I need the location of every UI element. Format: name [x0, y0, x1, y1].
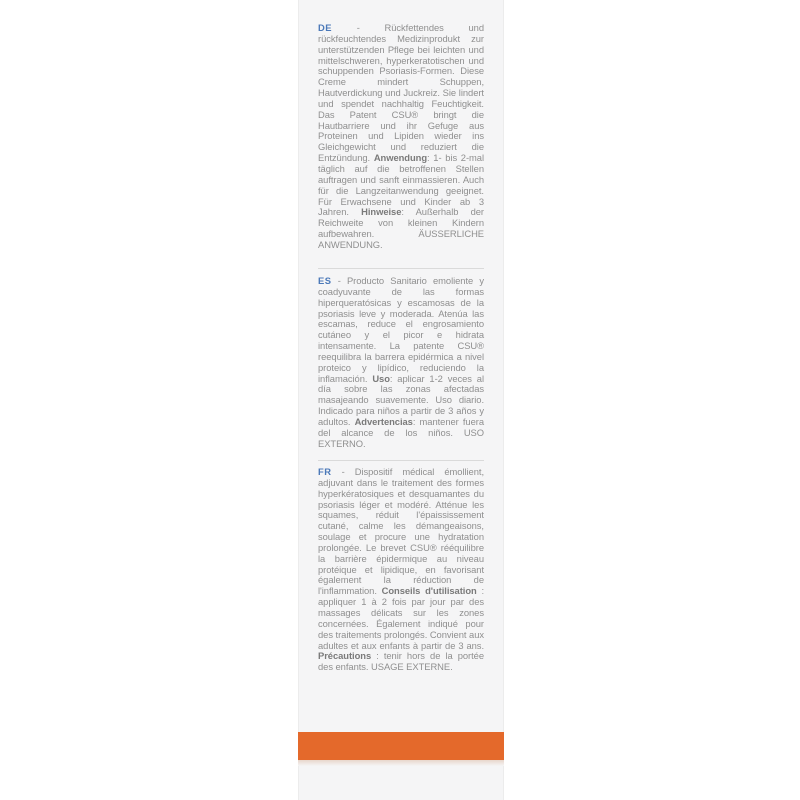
de-usage-text: : 1- bis 2-mal täglich auf die betroffenen Stellen auftragen und sanft einmassieren. Auch für die Langzeitanwendung geeignet. Für Erwachsene und Kinder ab 3 Jahren.	[318, 152, 484, 218]
fr-usage-label: Conseils d'utilisation	[381, 585, 477, 597]
lang-code-es: ES	[318, 275, 332, 286]
es-intro: - Producto Sanitario emoliente y coadyuvante de las formas hiperqueratósicas y escamosas de la psoriasis leve y moderada. Atenúa las escamas, reduce el engrosamiento cutáneo y el picor e hidrata intensamente. La patente CSU® reequilibra la barrera epidérmica a nivel proteico y lipídico, reduciendo la inflamación.	[318, 275, 484, 384]
fr-notes-text: : tenir hors de la portée des enfants. USAGE EXTERNE.	[318, 650, 484, 673]
section-divider-1	[318, 268, 484, 269]
fr-usage-text: : appliquer 1 à 2 fois par jour par des massages délicats sur les zones concernées. Également indiqué pour des traitements prolongés. Convient aux adultes et aux enfants à partir de 3 ans.	[318, 585, 485, 651]
lang-code-de: DE	[318, 22, 333, 33]
fr-notes-label: Précautions	[318, 650, 372, 662]
de-intro: - Rückfettendes und rückfeuchtendes Medizinprodukt zur unterstützenden Pflege bei leichten und mittelschweren, hyperkeratotischen und schuppenden Psoriasis-Formen. Diese Creme mindert Schuppen, Hautverdickung und Juckreiz. Sie lindert und spendet nachhaltig Feuchtigkeit. Das Patent CSU® bringt die Hautbarriere und ihr Gefuge aus Proteinen und Lipiden wieder ins Gleichgewicht und reduziert die Entzündung.	[318, 22, 484, 164]
strip-shadow	[298, 760, 504, 766]
section-fr-text	[318, 467, 484, 673]
de-usage-label: Anwendung	[373, 152, 428, 164]
fr-intro: - Dispositif médical émollient, adjuvant dans le traitement des formes hyperkératosiques et desquamantes du psoriasis léger et modéré. Atténue les squames, réduit l'épaississement cutané, calme les démangeaisons, soulage et procure une hydratation prolongée. Le brevet CSU® rééquilibre la barrière épidermique au niveau protéique et lipidique, en favorisant également la réduction de l'inflammation.	[318, 466, 484, 597]
section-de-text	[318, 23, 484, 251]
de-notes-text: : Außerhalb der Reichweite von kleinen Kindern aufbewahren. ÄUSSERLICHE ANWENDUNG.	[318, 206, 484, 250]
section-divider-2	[318, 460, 484, 461]
de-notes-label: Hinweise	[361, 206, 402, 218]
packaging-side-panel	[298, 0, 504, 800]
es-notes-label: Advertencias	[354, 415, 413, 427]
section-de	[318, 23, 484, 251]
section-es-text	[318, 276, 484, 450]
section-fr	[318, 467, 484, 673]
es-usage-text: : aplicar 1-2 veces al día sobre las zonas afectadas masajeando suavemente. Uso diario. Indicado para niños a partir de 3 años y adultos.	[318, 372, 484, 427]
lang-code-fr: FR	[318, 466, 332, 477]
section-es	[318, 276, 484, 450]
orange-accent-strip	[298, 732, 504, 760]
es-usage-label: Uso	[372, 372, 390, 384]
es-notes-text: : mantener fuera del alcance de los niños. USO EXTERNO.	[318, 415, 484, 449]
